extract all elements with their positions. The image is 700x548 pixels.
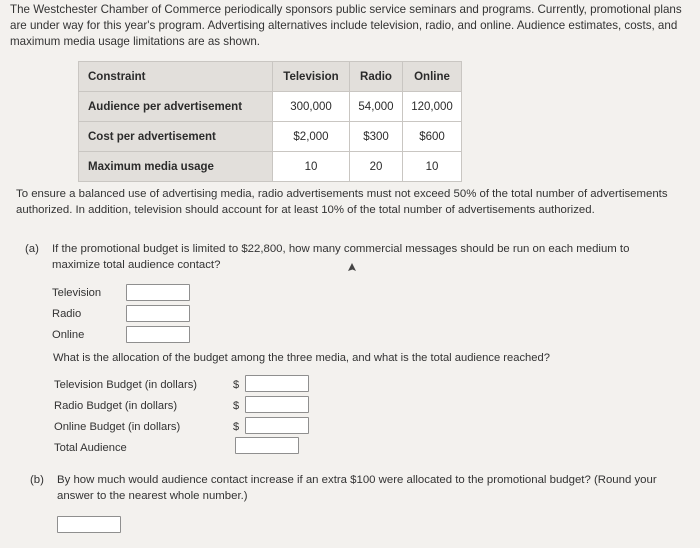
header-online: Online — [403, 62, 462, 92]
television-budget-input[interactable] — [245, 375, 309, 392]
television-label: Television — [52, 287, 102, 299]
row-label: Audience per advertisement — [79, 92, 273, 122]
radio-budget-input[interactable] — [245, 396, 309, 413]
table-row — [79, 152, 462, 182]
cell-value: 54,000 — [350, 92, 403, 122]
constraint-paragraph: To ensure a balanced use of advertising media, radio advertisements must not exceed 50% of the total number of advertisements authorized. In addition, television should account for at least 10% of the total number of advertisements authorized. — [16, 188, 668, 216]
table-row — [79, 122, 462, 152]
currency-symbol: $ — [233, 379, 240, 391]
part-b-question — [30, 472, 685, 506]
header-constraint: Constraint — [79, 62, 273, 92]
television-count-input[interactable] — [126, 284, 190, 301]
cell-value: 120,000 — [403, 92, 462, 122]
cell-value: $300 — [350, 122, 403, 152]
part-a-text: If the promotional budget is limited to $22,800, how many commercial messages should be run on each medium to maximize total audience contact? — [52, 243, 630, 271]
cell-value: 20 — [350, 152, 403, 182]
part-b-text: By how much would audience contact increase if an extra $100 were allocated to the promotional budget? (Round your answer to the nearest whole number.) — [57, 474, 657, 502]
table-header-row — [79, 62, 462, 92]
total-audience-label: Total Audience — [54, 442, 127, 454]
radio-label: Radio — [52, 308, 82, 320]
cell-value: $600 — [403, 122, 462, 152]
cell-value: 300,000 — [273, 92, 350, 122]
header-television: Television — [273, 62, 350, 92]
online-label: Online — [52, 329, 85, 341]
row-label: Cost per advertisement — [79, 122, 273, 152]
mouse-pointer-icon — [347, 263, 357, 275]
cell-value: 10 — [273, 152, 350, 182]
currency-symbol: $ — [233, 421, 240, 433]
header-radio: Radio — [350, 62, 403, 92]
online-count-input[interactable] — [126, 326, 190, 343]
part-a-tag: (a) — [25, 243, 39, 255]
audience-increase-input[interactable] — [57, 516, 121, 533]
problem-intro: The Westchester Chamber of Commerce periodically sponsors public service seminars and programs. Currently, promotional plans are under way for this year's program. Advertising alternatives include television, radio, and online. Audience estimates, costs, and maximum media usage limitations are as shown. — [10, 3, 682, 48]
cell-value: $2,000 — [273, 122, 350, 152]
row-label: Maximum media usage — [79, 152, 273, 182]
online-budget-input[interactable] — [245, 417, 309, 434]
radio-count-input[interactable] — [126, 305, 190, 322]
part-b-tag: (b) — [30, 474, 44, 486]
budget-question: What is the allocation of the budget among the three media, and what is the total audience reached? — [53, 352, 550, 364]
currency-symbol: $ — [233, 400, 240, 412]
television-budget-label: Television Budget (in dollars) — [54, 379, 198, 391]
total-audience-input[interactable] — [235, 437, 299, 454]
table-row — [79, 92, 462, 122]
radio-budget-label: Radio Budget (in dollars) — [54, 400, 178, 412]
online-budget-label: Online Budget (in dollars) — [54, 421, 181, 433]
media-data-table — [78, 61, 462, 182]
cell-value: 10 — [403, 152, 462, 182]
